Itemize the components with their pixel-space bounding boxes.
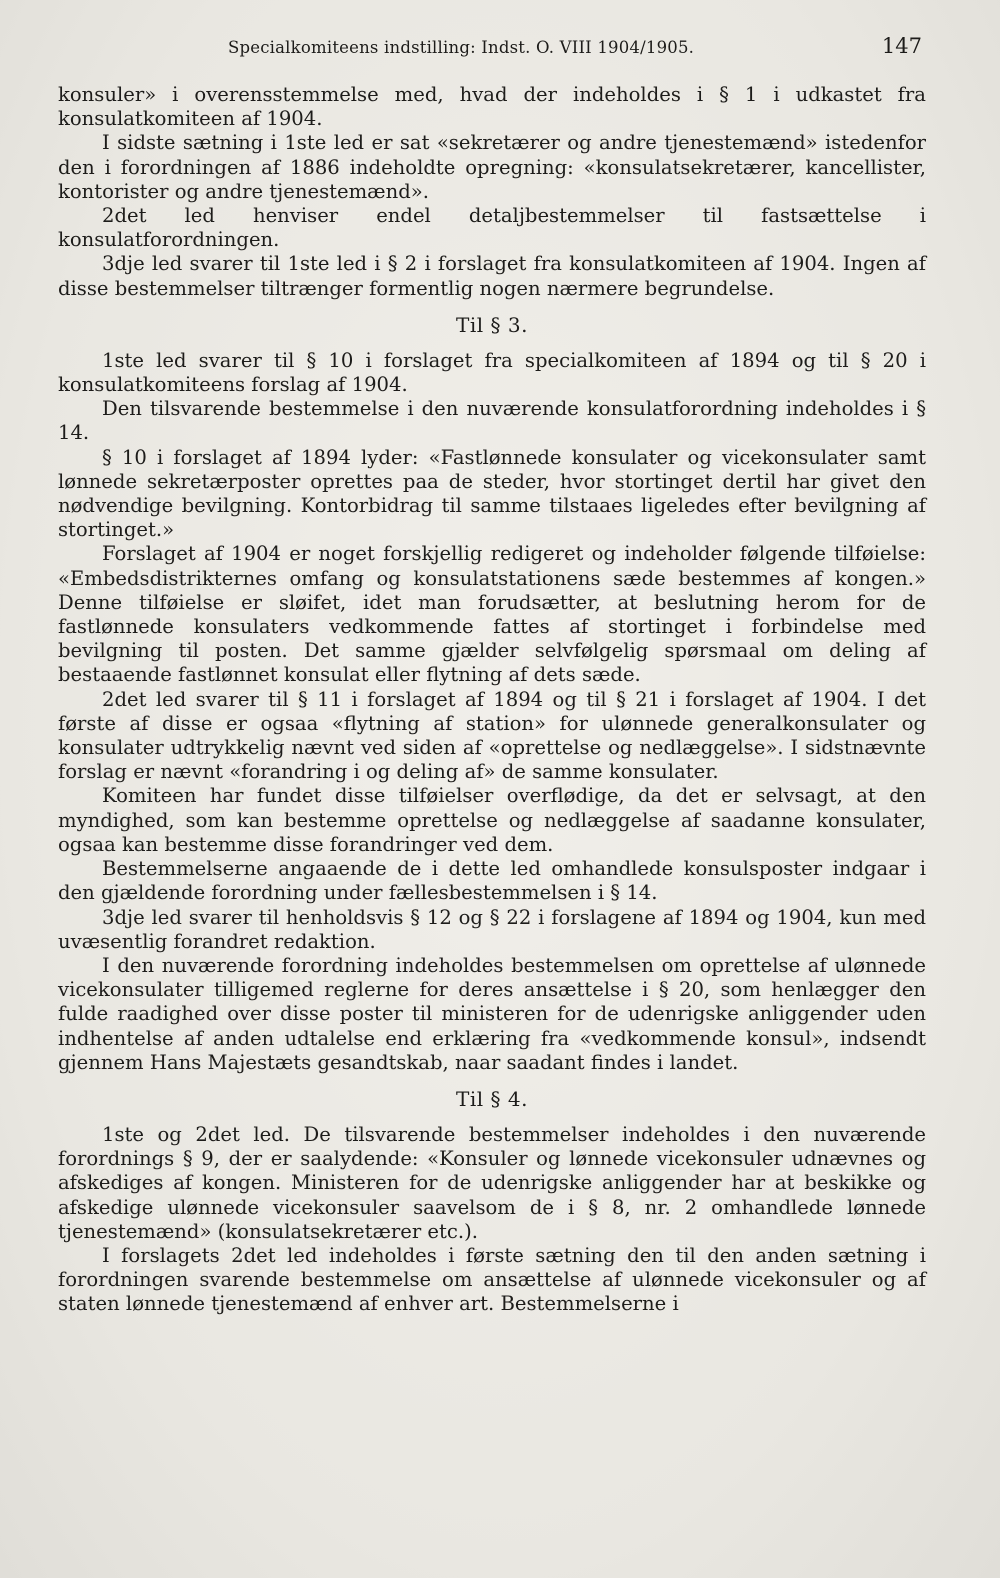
paragraph: I sidste sætning i 1ste led er sat «sekretærer og andre tjenestemænd» istedenfor den i forordningen af 1886 indeholdte opregning: «konsulatsekretærer, kancellister, kontorister og andre tjenestemænd». (58, 131, 926, 203)
paragraph: konsuler» i overensstemmelse med, hvad der indeholdes i § 1 i udkastet fra konsulatkomiteen af 1904. (58, 83, 926, 131)
paragraph: 2det led svarer til § 11 i forslaget af 1894 og til § 21 i forslaget af 1904. I det første af disse er ogsaa «flytning af station» for ulønnede generalkonsulater og konsulater udtrykkelig nævnt ved siden af «oprettelse og nedlæggelse». I sidstnævnte forslag er nævnt «forandring i og deling af» de samme konsulater. (58, 687, 926, 784)
paragraph: 3dje led svarer til 1ste led i § 2 i forslaget fra konsulatkomiteen af 1904. Ingen af disse bestemmelser tiltrænger formentlig nogen nærmere begrundelse. (58, 252, 926, 300)
paragraph: I forslagets 2det led indeholdes i første sætning den til den anden sætning i forordningen svarende bestemmelse om ansættelse af ulønnede vicekonsuler og af staten lønnede tjenestemænd af enhver art. Bestemmelserne i (58, 1243, 926, 1316)
paragraph: Komiteen har fundet disse tilføielser overflødige, da det er selvsagt, at den myndighed, som kan bestemme oprettelse og nedlæggelse af saadanne konsulater, ogsaa kan bestemme disse forandringer ved dem. (58, 784, 926, 856)
paragraph: Bestemmelserne angaaende de i dette led omhandlede konsulsposter indgaar i den gjældende forordning under fællesbestemmelsen i § 14. (58, 857, 926, 905)
paragraph: § 10 i forslaget af 1894 lyder: «Fastlønnede konsulater og vicekonsulater samt lønnede sekretærposter oprettes paa de steder, hvor stortinget dertil har givet den nødvendige bevilgning. Kontorbidrag til samme tilstaaes ligeledes efter bevilgning af stortinget.» (58, 445, 926, 542)
paragraph: Den tilsvarende bestemmelse i den nuværende konsulatforordning indeholdes i § 14. (58, 397, 926, 445)
running-title: Specialkomiteens indstilling: Indst. O. VIII 1904/1905. (228, 38, 695, 57)
body-text (58, 83, 926, 1317)
paragraph: 1ste og 2det led. De tilsvarende bestemmelser indeholdes i den nuværende forordnings § 9, der er saalydende: «Konsuler og lønnede vicekonsuler udnævnes og afskediges af kongen. Ministeren for de udenrigske anliggender har at beskikke og afskedige ulønnede vicekonsuler saavelsom de i § 8, nr. 2 omhandlede lønnede tjenestemænd» (konsulatsekretærer etc.). (58, 1122, 926, 1243)
section-heading: Til § 3. (456, 312, 528, 337)
paragraph: 3dje led svarer til henholdsvis § 12 og § 22 i forslagene af 1894 og 1904, kun med uvæsentlig forandret redaktion. (58, 905, 926, 953)
page-number: 147 (881, 34, 922, 58)
paragraph: I den nuværende forordning indeholdes bestemmelsen om oprettelse af ulønnede vicekonsulater tilligemed reglerne for deres ansættelse i § 20, som henlægger den fulde raadighed over disse poster til ministeren for de udenrigske anliggender uden indhentelse af anden udtalelse end erklæring fra «vedkommende konsul», indsendt gjennem Hans Majestæts gesandtskab, naar saadant findes i landet. (58, 953, 926, 1074)
page-header (58, 34, 926, 60)
section-heading: Til § 4. (456, 1086, 528, 1111)
paragraph: Forslaget af 1904 er noget forskjellig redigeret og indeholder følgende tilføielse: «Embedsdistrikternes omfang og konsulatstationens sæde bestemmes af kongen.» Denne tilføielse er sløifet, idet man forudsætter, at beslutning herom for de fastlønnede konsulaters vedkommende fattes af stortinget i forbindelse med bevilgning til posten. Det samme gjælder selvfølgelig spørsmaal om deling af bestaaende fastlønnet konsulat eller flytning af dets sæde. (58, 542, 926, 687)
paragraph: 1ste led svarer til § 10 i forslaget fra specialkomiteen af 1894 og til § 20 i konsulatkomiteens forslag af 1904. (58, 348, 926, 397)
paragraph: 2det led henviser endel detaljbestemmelser til fastsættelse i konsulatforordningen. (58, 204, 926, 252)
